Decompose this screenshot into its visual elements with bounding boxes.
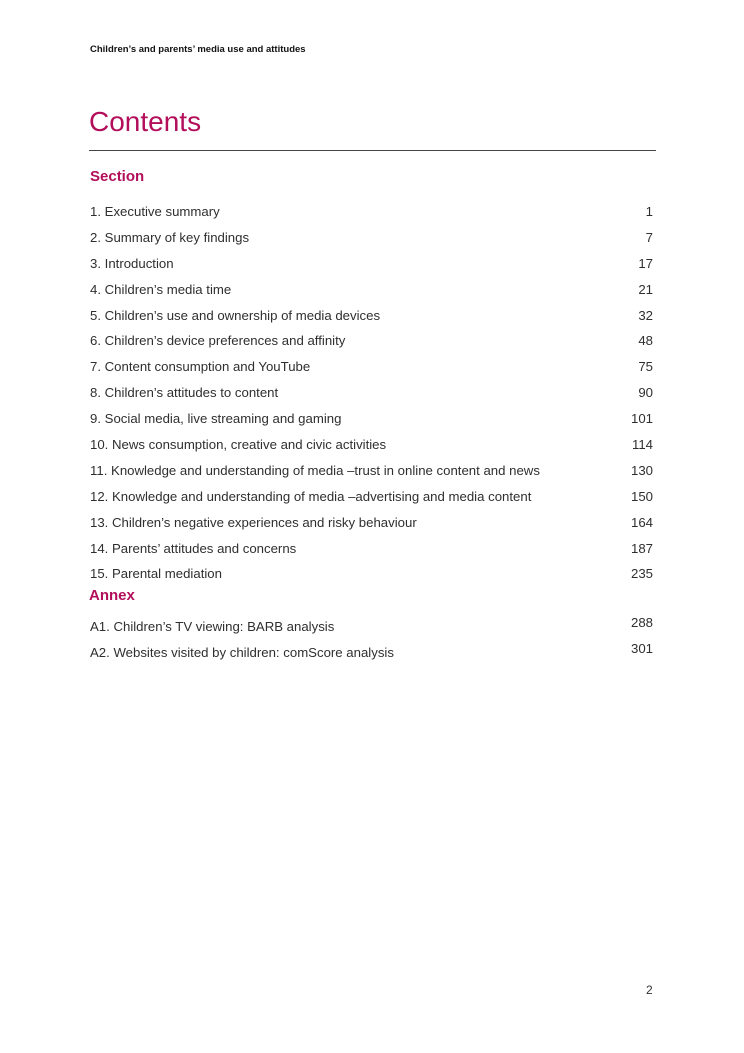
toc-entry[interactable] [90, 253, 653, 279]
page-title: Contents [89, 106, 202, 137]
toc-entry-page-number: 75 [638, 359, 653, 375]
toc-entry-page-number: 21 [638, 281, 653, 297]
toc-entry-page-number: 7 [645, 229, 653, 245]
toc-entry-label: 14. Parents’ attitudes and concerns [90, 540, 297, 556]
toc-entry-label: 13. Children’s negative experiences and risky behaviour [90, 514, 417, 530]
toc-entry-page-number: 288 [630, 615, 653, 630]
toc-entry-page-number: 235 [630, 566, 653, 582]
toc-entry-page-number: 301 [630, 640, 653, 656]
toc-entry-label: 15. Parental mediation [90, 566, 222, 582]
toc-entry-page-number: 150 [630, 488, 653, 504]
annex-toc-list [90, 615, 653, 667]
toc-entry[interactable] [90, 512, 653, 538]
section-heading: Section [90, 168, 145, 185]
title-divider [89, 150, 656, 151]
toc-entry[interactable] [90, 330, 653, 356]
toc-entry-page-number: 48 [638, 333, 653, 349]
toc-entry[interactable] [90, 460, 653, 486]
toc-entry[interactable] [90, 434, 653, 460]
toc-entry-page-number: 187 [630, 540, 653, 556]
section-toc-list [90, 201, 653, 589]
toc-entry[interactable] [90, 201, 653, 227]
toc-entry[interactable] [90, 641, 653, 667]
toc-entry-label: 11. Knowledge and understanding of media –trust in online content and news [90, 462, 540, 478]
toc-entry-page-number: 164 [630, 514, 653, 530]
toc-entry[interactable] [90, 305, 653, 331]
toc-entry-label: 6. Children’s device preferences and affinity [90, 333, 346, 349]
toc-entry-label: 9. Social media, live streaming and gaming [90, 411, 342, 427]
toc-entry-label: 3. Introduction [90, 255, 174, 271]
toc-entry-page-number: 17 [638, 255, 653, 271]
toc-entry-label: 2. Summary of key findings [90, 229, 250, 245]
toc-entry-label: A2. Websites visited by children: comScore analysis [90, 644, 394, 660]
toc-entry-page-number: 1 [645, 204, 653, 219]
running-header: Children’s and parents’ media use and attitudes [90, 44, 306, 55]
toc-entry[interactable] [90, 279, 653, 305]
toc-entry-label: 1. Executive summary [90, 204, 220, 219]
annex-heading: Annex [89, 587, 135, 604]
toc-entry[interactable] [90, 227, 653, 253]
toc-entry-label: A1. Children’s TV viewing: BARB analysis [90, 619, 335, 634]
toc-entry[interactable] [90, 382, 653, 408]
toc-entry-label: 8. Children’s attitudes to content [90, 385, 279, 401]
toc-entry-label: 4. Children’s media time [90, 281, 232, 297]
toc-entry[interactable] [90, 563, 653, 589]
toc-entry[interactable] [90, 538, 653, 564]
toc-entry-page-number: 114 [631, 437, 653, 453]
toc-entry-label: 7. Content consumption and YouTube [90, 359, 311, 375]
toc-entry-label: 10. News consumption, creative and civic activities [90, 437, 387, 453]
toc-entry-page-number: 32 [638, 307, 653, 323]
page-number: 2 [646, 983, 653, 997]
toc-entry[interactable] [90, 408, 653, 434]
toc-entry-label: 5. Children’s use and ownership of media devices [90, 307, 381, 323]
toc-entry-label: 12. Knowledge and understanding of media –advertising and media content [90, 488, 532, 504]
toc-entry[interactable] [90, 356, 653, 382]
toc-entry-page-number: 130 [630, 462, 653, 478]
toc-entry-page-number: 90 [638, 385, 653, 401]
toc-entry[interactable] [90, 615, 653, 641]
toc-entry-page-number: 101 [630, 411, 653, 427]
toc-entry[interactable] [90, 486, 653, 512]
